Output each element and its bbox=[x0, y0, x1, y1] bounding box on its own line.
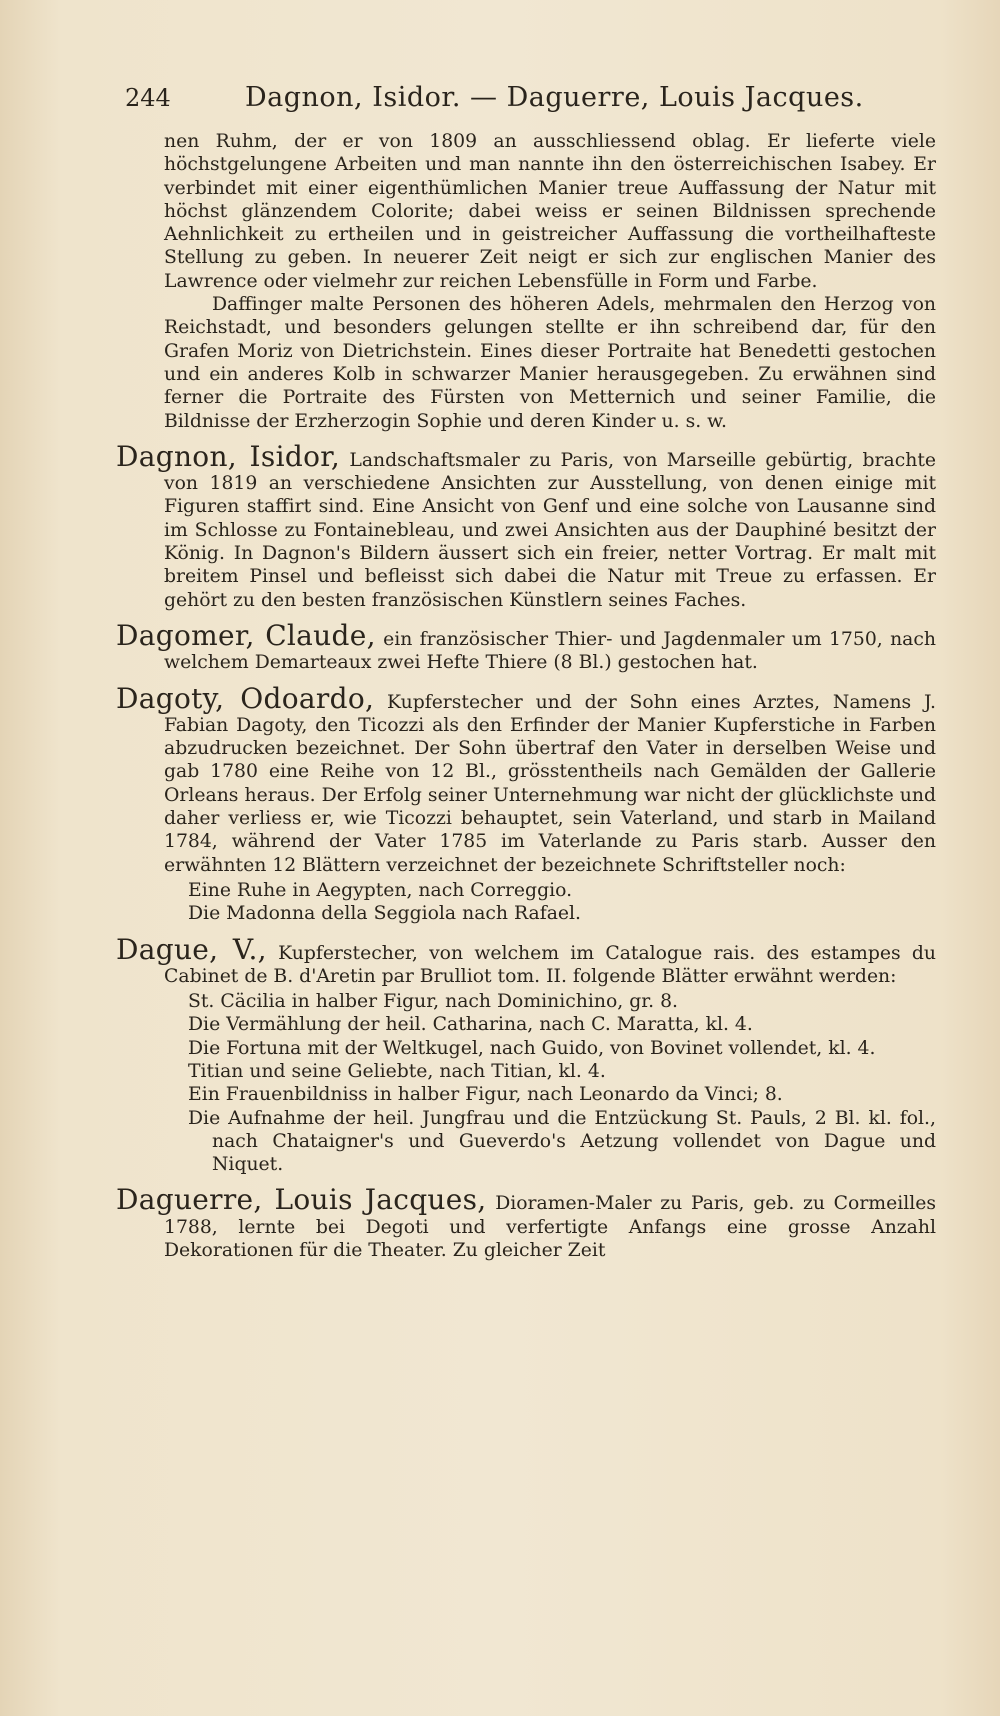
continuation-paragraph-2: Daffinger malte Personen des höheren Adels, mehrmalen den Herzog von Reichstadt, und besonders gelungen stellte er ihn schreibend dar, für den Grafen Moriz von Dietrichstein. Eines dieser Portraite hat Benedetti gestochen und ein anderes Kolb in schwarzer Manier herausgegeben. Zu erwähnen sind ferner die Portraite des Fürsten von Metternich und seiner Familie, die Bildnisse der Erzherzogin Sophie und deren Kinder u. s. w. bbox=[164, 294, 936, 432]
entry-name: Dague, V., bbox=[116, 932, 267, 966]
page-body bbox=[116, 130, 936, 1262]
entry-text: Kupferstecher, von welchem im Catalogue rais. des estampes du Cabinet de B. d'Aretin par Brulliot tom. II. folgende Blätter erwähnt werden: bbox=[164, 942, 936, 987]
work-item: Die Vermählung der heil. Catharina, nach C. Maratta, kl. 4. bbox=[188, 1014, 753, 1036]
page-number: 244 bbox=[125, 84, 171, 112]
works-list-dagoty bbox=[116, 879, 936, 926]
entry-text: Dioramen-Maler zu Paris, geb. zu Cormeilles 1788, lernte bei Degoti und verfertigte Anfangs eine grosse Anzahl Dekorationen für die Theater. Zu gleicher Zeit bbox=[164, 1193, 936, 1262]
work-item: St. Cäcilia in halber Figur, nach Dominichino, gr. 8. bbox=[188, 991, 679, 1013]
page-header bbox=[125, 76, 895, 116]
work-item: Ein Frauenbildniss in halber Figur, nach Leonardo da Vinci; 8. bbox=[188, 1084, 783, 1106]
entry-text: Kupferstecher und der Sohn eines Arztes, Namens J. Fabian Dagoty, den Ticozzi als den Erfinder der Manier Kupferstiche in Farben abzudrucken bezeichnet. Der Sohn übertraf den Vater in derselben Weise und gab 1780 eine Reihe von 12 Bl., grösstentheils nach Gemälden der Gallerie Orleans heraus. Der Erfolg seiner Unternehmung war nicht der glücklichste und daher verliess er, wie Ticozzi behauptet, sein Vaterland, und starb in Mailand 1784, während der Vater 1785 im Vaterlande zu Paris starb. Ausser den erwähnten 12 Blättern verzeichnet der bezeichnete Schriftsteller noch: bbox=[164, 691, 937, 876]
entry-dagnon bbox=[116, 439, 936, 612]
entry-text: Landschaftsmaler zu Paris, von Marseille gebürtig, brachte von 1819 an verschiedene Ansichten zur Ausstellung, von denen einige mit Figuren staffirt sind. Eine Ansicht von Genf und eine solche von Lausanne sind im Schlosse zu Fontainebleau, und zwei Ansichten aus der Dauphiné besitzt der König. In Dagnon's Bildern äussert sich ein freier, netter Vortrag. Er malt mit breitem Pinsel und befleisst sich dabei die Natur mit Treue zu erfassen. Er gehört zu den besten französischen Künstlern seines Faches. bbox=[164, 449, 936, 611]
work-item: Eine Ruhe in Aegypten, nach Correggio. bbox=[188, 879, 573, 901]
work-item: Titian und seine Geliebte, nach Titian, kl. 4. bbox=[188, 1060, 606, 1082]
entry-dagoty bbox=[116, 681, 937, 877]
entry-dague bbox=[116, 932, 936, 989]
entry-name: Dagnon, Isidor, bbox=[116, 439, 341, 473]
entry-text: ein französischer Thier- und Jagdenmaler um 1750, nach welchem Demarteaux zwei Hefte Thiere (8 Bl.) gestochen hat. bbox=[164, 628, 936, 674]
continuation-paragraph: nen Ruhm, der er von 1809 an ausschliessend oblag. Er lieferte viele höchstgelungene Arbeiten und man nannte ihn den österreichischen Isabey. Er verbindet mit einer eigenthümlichen Manier treue Auffassung der Natur mit höchst glänzendem Colorite; dabei weiss er seinen Bildnissen sprechende Aehnlichkeit zu ertheilen und in geistreicher Auffassung die vortheilhafteste Stellung zu geben. In neuerer Zeit neigt er sich zur englischen Manier des Lawrence oder vielmehr zur reichen Lebensfülle in Form und Farbe. bbox=[164, 131, 936, 292]
entry-name: Daguerre, Louis Jacques, bbox=[116, 1183, 487, 1217]
entry-dagomer bbox=[116, 618, 936, 675]
works-list-dague bbox=[116, 990, 936, 1176]
entry-name: Dagoty, Odoardo, bbox=[116, 681, 375, 715]
entry-name: Dagomer, Claude, bbox=[116, 618, 376, 652]
work-item: Die Fortuna mit der Weltkugel, nach Guido, von Bovinet vollendet, kl. 4. bbox=[188, 1037, 876, 1059]
work-item: Die Madonna della Seggiola nach Rafael. bbox=[188, 903, 581, 925]
work-item: Die Aufnahme der heil. Jungfrau und die Entzückung St. Pauls, 2 Bl. kl. fol., nach Chataigner's und Gueverdo's Aetzung vollendet von Dague und Niquet. bbox=[188, 1107, 936, 1176]
entry-daguerre bbox=[116, 1183, 936, 1262]
running-head: Dagnon, Isidor. — Daguerre, Louis Jacques. bbox=[245, 82, 864, 113]
